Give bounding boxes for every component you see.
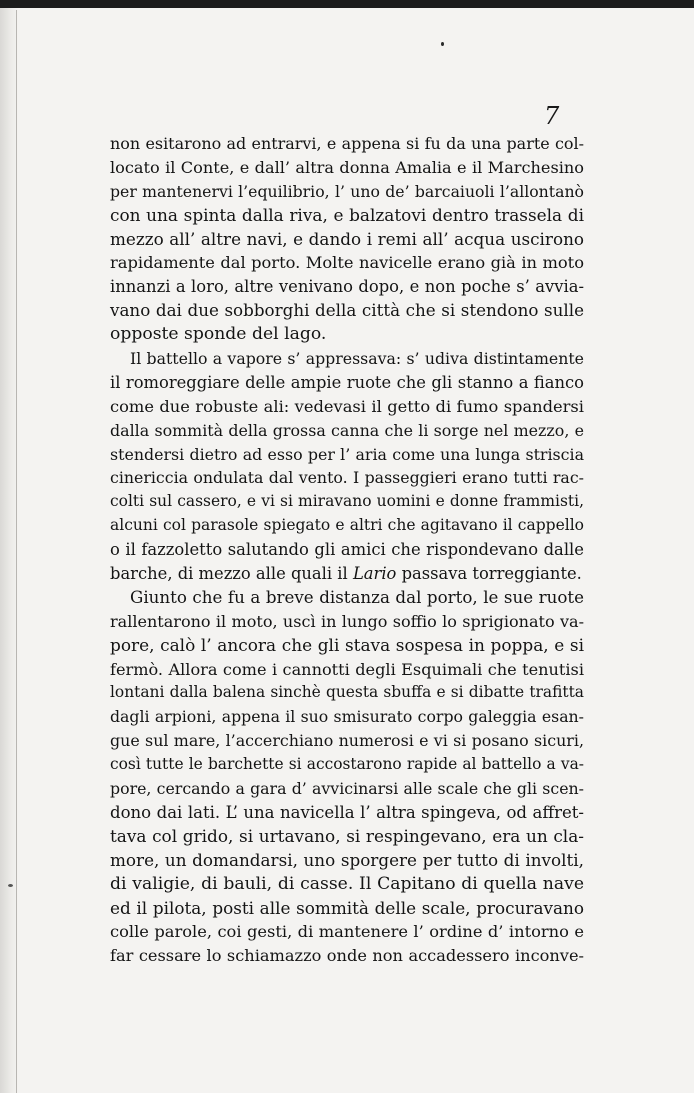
text-line: colle parole, coi gesti, di mantenere l’ ordine d’ intorno e xyxy=(110,922,584,942)
text-line: gue sul mare, l’accerchiano numerosi e vi si posano sicuri, xyxy=(110,731,584,751)
text-line: o il fazzoletto salutando gli amici che rispondevano dalle xyxy=(110,540,584,560)
text-line: lontani dalla balena sinchè questa sbuffa e si dibatte trafitta xyxy=(110,683,584,702)
text-line: Il battello a vapore s’ appressava: s’ udiva distintamente xyxy=(130,349,584,369)
text-line: come due robuste ali: vedevasi il getto di fumo spandersi xyxy=(110,396,584,416)
text-line: tava col grido, si urtavano, si respingevano, era un cla- xyxy=(110,825,584,846)
text-line: rapidamente dal porto. Molte navicelle erano già in moto xyxy=(110,253,584,273)
text-line: more, un domandarsi, uno sporgere per tutto di involti, xyxy=(110,849,584,870)
text-line: fermò. Allora come i cannotti degli Esquimali che tenutisi xyxy=(110,659,584,679)
text-line: locato il Conte, e dall’ altra donna Amalia e il Marchesino xyxy=(110,157,584,177)
text-line: di valigie, di bauli, di casse. Il Capitano di quella nave xyxy=(110,873,584,894)
text-line: mezzo all’ altre navi, e dando i remi all’ acqua uscirono xyxy=(110,228,584,249)
scan-top-border xyxy=(0,0,694,8)
text-line: alcuni col parasole spiegato e altri che agitavano il cappello xyxy=(110,516,584,535)
text-line: dalla sommità della grossa canna che li sorge nel mezzo, e xyxy=(110,420,584,440)
text-line: dagli arpioni, appena il suo smisurato corpo galeggia esan- xyxy=(110,707,584,727)
text-line: stendersi dietro ad esso per l’ aria come una lunga striscia xyxy=(110,444,584,464)
text-line: pore, calò l’ ancora che gli stava sospesa in poppa, e si xyxy=(110,634,584,655)
body-text xyxy=(110,132,584,968)
text-line: innanzi a loro, altre venivano dopo, e non poche s’ avvia- xyxy=(110,277,584,297)
text-segment: barche, di mezzo alle quali il xyxy=(110,564,353,584)
text-line: ed il pilota, posti alle sommità delle scale, procuravano xyxy=(110,897,584,918)
text-line: dono dai lati. L’ una navicella l’ altra spingeva, od affret- xyxy=(110,802,584,822)
text-line xyxy=(110,562,584,586)
text-line: pore, cercando a gara d’ avvicinarsi alle scale che gli scen- xyxy=(110,779,584,799)
text-line: così tutte le barchette si accostarono rapide al battello a va- xyxy=(110,755,584,774)
ink-speck xyxy=(441,42,444,46)
italic-ship-name: Lario xyxy=(352,564,397,584)
text-line: non esitarono ad entrarvi, e appena si fu da una parte col- xyxy=(110,134,584,153)
text-line: vano dai due sobborghi della città che si stendono sulle xyxy=(110,300,584,321)
text-line: opposte sponde del lago. xyxy=(110,324,327,345)
text-segment: passava torreggiante. xyxy=(396,564,582,584)
text-line: colti sul cassero, e vi si miravano uomini e donne frammisti, xyxy=(110,492,584,511)
page-gutter-line xyxy=(16,10,17,1093)
page-number: 7 xyxy=(544,102,560,130)
text-line: con una spinta dalla riva, e balzatovi dentro trassela di xyxy=(110,204,584,225)
text-line: Giunto che fu a breve distanza dal porto, le sue ruote xyxy=(130,587,584,607)
text-line: il romoreggiare delle ampie ruote che gli stanno a fianco xyxy=(110,372,584,392)
text-line: cinericcia ondulata dal vento. I passeggieri erano tutti rac- xyxy=(110,468,584,488)
text-line: per mantenervi l’equilibrio, l’ uno de’ barcaiuoli l’allontanò xyxy=(110,181,584,201)
text-line: far cessare lo schiamazzo onde non accadessero inconve- xyxy=(110,946,584,966)
text-line: rallentarono il moto, uscì in lungo soffio lo sprigionato va- xyxy=(110,611,584,631)
ink-speck xyxy=(8,884,13,887)
